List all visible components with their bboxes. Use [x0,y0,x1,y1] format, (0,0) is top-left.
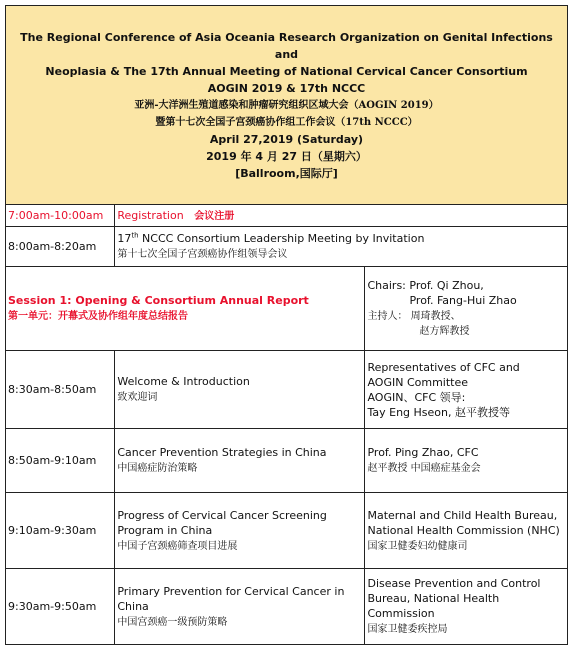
session1-chairs [365,267,568,351]
screening-title [115,493,365,569]
registration-label-cn: 会议注册 [194,210,235,222]
welcome-speaker-1: Representatives of CFC and [367,360,520,374]
leadership-title-sup: th [131,231,139,240]
prevention-title-en: Cancer Prevention Strategies in China [117,446,327,459]
leadership-title-cn: 第十七次全国子宫颈癌协作组领导会议 [117,249,288,260]
leadership-title-num: 17 [117,232,132,245]
title-cn-line-2: 暨第十七次全国子宫颈癌协作组工作会议（17th NCCC） [155,116,418,128]
registration-time: 7:00am-10:00am [6,205,115,227]
primary-row [6,569,568,645]
prevention-speaker-2: 赵平教授 中国癌症基金会 [367,463,481,474]
screening-speaker [365,493,568,569]
prevention-speaker [365,429,568,493]
leadership-title-rest: NCCC Consortium Leadership Meeting by Invitation [138,232,425,245]
welcome-speaker-2: AOGIN Committee [367,375,469,389]
screening-title-1: Progress of Cervical Cancer Screening [117,508,327,522]
program-sheet [5,5,568,645]
primary-speaker-2: Bureau, National Health [367,592,500,605]
venue: [Ballroom,国际厅] [235,166,338,180]
session1-chairs-cn1: 主持人： 周琦教授、 [367,311,461,322]
primary-title-2: China [117,599,149,613]
date-cn: 2019 年 4 月 27 日（星期六） [206,149,367,163]
screening-title-2: Program in China [117,523,213,537]
prevention-title-cn: 中国癌症防治策略 [117,463,198,474]
session1-chairs-line1: Chairs: Prof. Qi Zhou, [367,279,484,292]
leadership-time: 8:00am-8:20am [6,227,115,267]
prevention-time: 8:50am-9:10am [6,429,115,493]
program-table [5,5,568,645]
screening-speaker-1: Maternal and Child Health Bureau, [367,508,558,522]
title-line-1: The Regional Conference of Asia Oceania Research Organization on Genital Infections and [20,30,553,61]
prevention-speaker-1: Prof. Ping Zhao, CFC [367,446,479,459]
registration-label-en: Registration [117,208,184,222]
screening-row [6,493,568,569]
session1-chairs-cn2: 赵方辉教授 [419,326,470,337]
welcome-title [115,351,365,429]
conference-header [6,6,568,205]
registration-label [115,205,568,227]
prevention-row [6,429,568,493]
welcome-speaker [365,351,568,429]
welcome-speaker-4: Tay Eng Hseon, 赵平教授等 [367,405,510,419]
header-row [6,6,568,205]
title-line-2: Neoplasia & The 17th Annual Meeting of National Cervical Cancer Consortium [45,64,528,78]
primary-speaker-3: Commission [367,607,435,620]
primary-speaker-4: 国家卫健委疾控局 [367,624,448,635]
leadership-row [6,227,568,267]
screening-title-cn: 中国子宫颈癌筛查项目进展 [117,540,238,552]
primary-title [115,569,365,645]
primary-speaker-1: Disease Prevention and Control [367,577,541,590]
screening-speaker-2: National Health Commission (NHC) [367,523,560,537]
title-line-3: AOGIN 2019 & 17th NCCC [207,81,366,95]
session1-chairs-line2: Prof. Fang-Hui Zhao [409,294,517,307]
primary-title-cn: 中国宫颈癌一级预防策略 [117,616,228,628]
primary-time: 9:30am-9:50am [6,569,115,645]
prevention-title [115,429,365,493]
welcome-title-en: Welcome & Introduction [117,375,250,388]
session1-title-en: Session 1: Opening & Consortium Annual Report [8,294,309,307]
screening-time: 9:10am-9:30am [6,493,115,569]
title-cn-line-1: 亚洲-大洋洲生殖道感染和肿瘤研究组织区域大会（AOGIN 2019） [134,99,439,111]
session1-title [6,267,365,351]
welcome-speaker-3: AOGIN、CFC 领导: [367,390,466,404]
welcome-time: 8:30am-8:50am [6,351,115,429]
primary-speaker [365,569,568,645]
session1-title-cn: 第一单元：开幕式及协作组年度总结报告 [8,311,188,322]
date-en: April 27,2019 (Saturday) [209,132,364,146]
welcome-title-cn: 致欢迎词 [117,392,158,403]
welcome-row [6,351,568,429]
registration-row [6,205,568,227]
leadership-title [115,227,568,267]
session1-row [6,267,568,351]
screening-speaker-3: 国家卫健委妇幼健康司 [367,540,468,552]
primary-title-1: Primary Prevention for Cervical Cancer in [117,584,345,598]
